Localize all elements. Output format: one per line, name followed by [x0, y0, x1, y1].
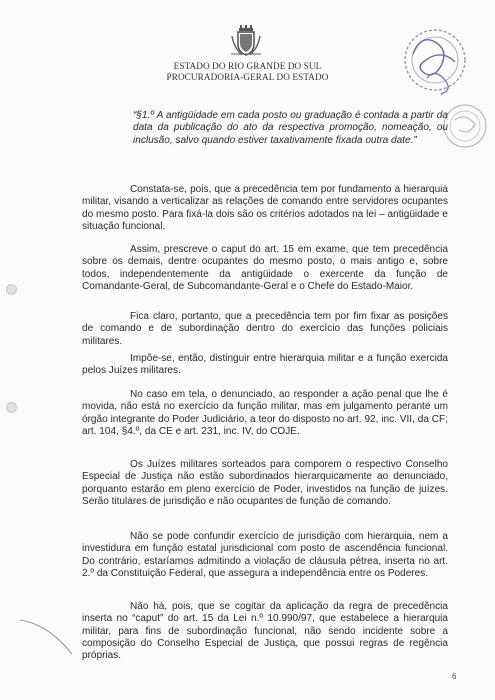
margin-pencil-mark [18, 618, 78, 658]
quoted-legal-text: “§1.º A antigüidade em cada posto ou graduação é contada a partir da data da publicação do ato da respectiva promoção, nomeação, ou inclusão, salvo quando estiver taxativamente fixada outra date.” [133, 110, 448, 146]
paragraph: No caso em tela, o denunciado, ao responder a ação penal que lhe é movida, não está no exercício da função militar, mas em julgamento perante um órgão integrante do Poder Judiciário, a teor do disposto no art. 92, inc. VII, da CF; art. 104, §4.º, da CE e art. 231, inc. IV, do COJE. [82, 389, 448, 437]
paragraph: Fica claro, portanto, que a precedência tem por fim fixar as posições de comando e de subordinação dentro do exercício das funções policiais militares. [82, 311, 448, 347]
header-state-name: ESTADO DO RIO GRANDE DO SUL [173, 61, 322, 71]
binder-hole [6, 284, 17, 295]
paragraph: Constata-se, pois, que a precedência tem por fundamento a hierarquia militar, visando a verticalizar as relações de comando entre servidores ocupantes do mesmo posto. Para fixá-la dois são os critérios adotados na lei – antigüidade e situação funcional. [82, 184, 448, 232]
state-coat-of-arms-icon [229, 24, 263, 58]
paragraph: Não se pode confundir exercício de jurisdição com hierarquia, nem a investidura em função estatal jurisdicional com posto de ascendência funcional. Do contrário, estaríamos admitindo a violação de cláusula pétrea, inserta no art. 2.º da Constituição Federal, que assegura a independência entre os Poderes. [82, 531, 448, 579]
paragraph: Assim, prescreve o caput do art. 15 em exame, que tem precedência sobre os demais, dentre ocupantes do mesmo posto, o mais antigo e, sobre todos, independentemente da antigüidade o exercente da função de Comandante-Geral, de Subcomandante-Geral e o Chefe do Estado-Maior. [82, 244, 448, 292]
paragraph: Os Juízes militares sorteados para comporem o respectivo Conselho Especial de Justiça não estão subordinados hierarquicamente ao denunciado, porquanto estarão em pleno exercício de Poder, investidos na função de juízes. Serão titulares de jurisdição e não ocupantes de função de comando. [82, 459, 448, 507]
header-agency-name: PROCURADORIA-GERAL DO ESTADO [166, 72, 329, 82]
binder-hole [6, 402, 17, 413]
page-number: 6 [452, 672, 457, 681]
paragraph: Não há, pois, que se cogitar da aplicação da regra de precedência inserta no “caput” do art. 15 da Lei n.º 10.990/97, que estabelece a hierarquia militar, para fins de subordinação funcional, não sendo incidente sobre a composição do Conselho Especial de Justiça, que possui regras de regência próprias. [82, 601, 448, 662]
paragraph: Impõe-se, então, distinguir entre hierarquia militar e a função exercida pelos Juízes militares. [82, 353, 448, 377]
